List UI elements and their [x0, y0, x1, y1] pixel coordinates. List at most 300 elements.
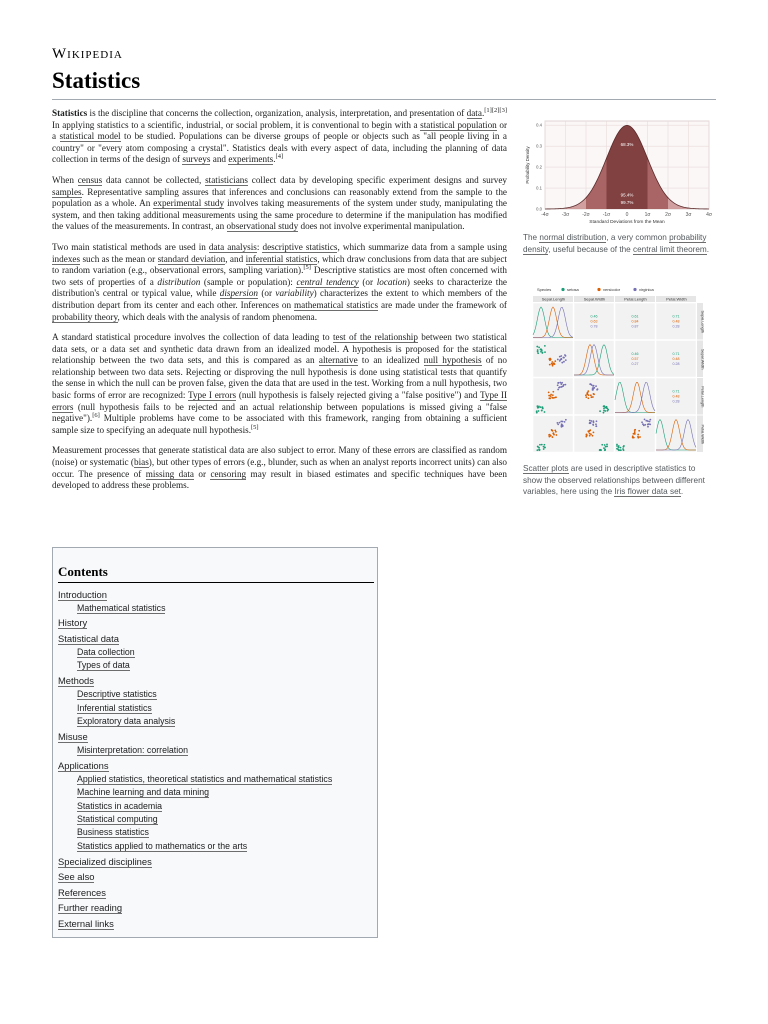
scatter-point	[605, 446, 607, 448]
text-run: The	[523, 233, 540, 242]
y-tick-label: 0.0	[536, 206, 542, 212]
scatter-point	[641, 421, 643, 423]
variable-row-label: Petal.Width	[700, 424, 705, 444]
text-run: variability	[275, 288, 314, 299]
scatter-point	[538, 346, 540, 348]
correlation-value: 0.87	[631, 324, 639, 329]
variable-row-label: Petal.Length	[700, 386, 705, 408]
wiki-link[interactable]: Scatter plots	[523, 464, 569, 473]
text-run: data cannot be collected,	[102, 174, 206, 185]
correlation-value: 0.71	[672, 351, 680, 356]
citation-ref[interactable]: [6]	[92, 412, 100, 420]
wiki-link[interactable]: descriptive statistics	[262, 241, 338, 252]
legend-label: virginica	[639, 287, 654, 292]
toc-item[interactable]	[58, 674, 374, 688]
scatter-point	[544, 411, 546, 413]
scatter-point	[586, 434, 588, 436]
scatter-point	[590, 420, 592, 422]
scatter-point	[620, 447, 622, 449]
scatter-point	[616, 444, 618, 446]
legend-label: versicolor	[603, 287, 621, 292]
paragraph	[52, 108, 507, 166]
bold-term: Statistics	[52, 108, 88, 118]
scatter-point	[649, 421, 651, 423]
scatter-point	[541, 409, 543, 411]
toc-item[interactable]	[58, 602, 374, 615]
scatter-point	[633, 433, 635, 435]
scatter-point	[592, 389, 594, 391]
scatter-point	[603, 447, 605, 449]
toc-item-label: Introduction	[58, 588, 107, 600]
text-run: When	[52, 174, 78, 185]
toc-divider	[58, 582, 374, 583]
legend-swatch	[597, 288, 600, 291]
correlation-value: 0.27	[631, 361, 639, 366]
wiki-link[interactable]: probability theory	[52, 311, 118, 322]
x-tick-label: -1σ	[602, 212, 611, 218]
correlation-value: 0.46	[590, 314, 598, 319]
text-run: are made under the framework of	[378, 299, 507, 310]
scatter-point	[589, 435, 591, 437]
scatter-point	[585, 396, 587, 398]
text-run: or	[193, 468, 211, 479]
scatter-point	[592, 420, 594, 422]
variable-label: Sepal.Width	[583, 296, 606, 302]
scatter-point	[558, 387, 560, 389]
text-run: , useful because of the	[548, 244, 634, 254]
scatter-point	[649, 419, 651, 421]
scatter-point	[647, 426, 649, 428]
scatter-point	[550, 395, 552, 397]
wiki-link[interactable]: experimental study	[153, 198, 225, 209]
scatter-point	[565, 359, 567, 361]
variable-label: Petal.Width	[666, 296, 687, 302]
scatter-point	[536, 449, 538, 451]
scatter-point	[541, 349, 543, 351]
iris-scatter-matrix[interactable]	[523, 284, 715, 456]
panel	[656, 416, 696, 453]
toc-item[interactable]	[58, 715, 374, 728]
scatter-point	[632, 437, 634, 439]
text-run: between two statistical data sets, or a data set and synthetic data drawn from an idealized model. A hypothesis is proposed for the statistical relationship between the two data sets, and this is compared as an	[52, 332, 508, 366]
text-run: ), but other types of errors (e.g., blunder, such as when an analyst reports incorrect units) can also occur. The presence of	[52, 457, 507, 479]
toc-item-label: See also	[58, 871, 95, 883]
page-title: Statistics	[52, 68, 141, 93]
scatter-point	[648, 423, 650, 425]
scatter-point	[544, 351, 546, 353]
wiki-link[interactable]: indexes	[52, 253, 81, 264]
toc-title: Contents	[58, 564, 108, 579]
scatter-point	[549, 398, 551, 400]
wiki-link[interactable]: central tendency	[296, 276, 359, 287]
toc-item[interactable]	[58, 917, 374, 931]
scatter-point	[548, 434, 550, 436]
iris-scatter-figure	[523, 284, 715, 498]
scatter-point	[540, 406, 542, 408]
scatter-point	[542, 406, 544, 408]
scatter-point	[590, 433, 592, 435]
scatter-point	[553, 397, 555, 399]
scatter-point	[560, 421, 562, 423]
text-run: (null hypothesis is falsely rejected giving a "false positive") and	[236, 390, 480, 401]
toc-item[interactable]	[58, 901, 374, 915]
wiki-link[interactable]: mathematical statistics	[294, 299, 379, 310]
wiki-link[interactable]: data analysis	[208, 241, 257, 252]
scatter-point	[562, 385, 564, 387]
table-of-contents	[52, 547, 378, 938]
text-run: A standard statistical procedure involves the collection of data leading to	[52, 332, 333, 343]
scatter-point	[564, 421, 566, 423]
scatter-point	[593, 431, 595, 433]
scatter-point	[589, 430, 591, 432]
x-tick-label: 2σ	[665, 212, 671, 218]
y-tick-label: 0.2	[536, 164, 542, 170]
correlation-value: 0.28	[672, 361, 680, 366]
scatter-point	[638, 430, 640, 432]
correlation-value: 0.57	[631, 356, 639, 361]
paragraph	[52, 242, 507, 323]
text-run: Multiple problems have come to be associated with this framework, ranging from obtaining a sufficient sample size to specifying an adequate null hypothesis.	[52, 413, 507, 435]
scatter-point	[587, 390, 589, 392]
text-run: , which draw conclusions from data that are subject to random variation (e.g., observational errors, sampling variation).	[52, 253, 507, 276]
text-run: .	[481, 108, 485, 118]
toc-item[interactable]	[58, 702, 374, 715]
scatter-point	[589, 422, 591, 424]
wiki-link[interactable]: Iris flower data set	[614, 487, 681, 496]
wiki-link[interactable]: observational study	[226, 221, 299, 232]
scatter-point	[599, 449, 601, 451]
normal-distribution-plot[interactable]	[523, 117, 715, 225]
scatter-point	[587, 397, 589, 399]
scatter-point	[595, 423, 597, 425]
toc-item-label: Further reading	[58, 902, 123, 914]
wiki-link[interactable]: alternative	[318, 355, 358, 366]
wikipedia-logo[interactable]: Wikipedia	[52, 46, 123, 62]
legend-title: Species	[537, 287, 552, 292]
text-run: collect data by developing specific experiment designs and survey	[247, 174, 508, 185]
normal-distribution-figure	[523, 117, 715, 255]
legend-swatch	[633, 288, 636, 291]
scatter-point	[554, 429, 556, 431]
panel	[533, 303, 573, 340]
citation-ref[interactable]: [5]	[303, 264, 311, 272]
toc-item-label: Data collection	[77, 646, 135, 657]
scatter-point	[559, 382, 561, 384]
text-run: such as the mean or	[80, 253, 158, 264]
scatter-point	[604, 449, 606, 451]
toc-item[interactable]	[58, 786, 374, 799]
wiki-link[interactable]: probability density	[523, 233, 707, 254]
scatter-point	[557, 423, 559, 425]
variable-row-label: Sepal.Width	[700, 349, 705, 370]
scatter-point	[637, 434, 639, 436]
scatter-point	[542, 351, 544, 353]
paragraph	[52, 445, 507, 491]
scatter-point	[637, 436, 639, 438]
toc-item[interactable]	[58, 813, 374, 826]
text-run: In applying statistics to a scientific, industrial, or social problem, it is conventional to begin with a	[52, 119, 421, 130]
scatter-point	[590, 394, 592, 396]
toc-item[interactable]	[58, 886, 374, 900]
region-label: 99.7%	[620, 199, 634, 205]
text-run: distribution	[157, 276, 201, 287]
wiki-link[interactable]: Type II errors	[52, 390, 508, 412]
toc-item[interactable]	[58, 870, 374, 884]
toc-item[interactable]	[58, 616, 374, 630]
text-run: , and	[225, 253, 246, 264]
toc-item[interactable]	[58, 759, 374, 773]
text-run: . Representative sampling assures that inferences and conclusions can reasonably extend from the sample to the population as a whole. An	[52, 186, 507, 209]
correlation-value: 0.48	[672, 356, 680, 361]
toc-item[interactable]	[58, 855, 374, 869]
variable-label: Petal.Length	[624, 296, 647, 302]
x-axis-label: Standard Deviations from the Mean	[589, 220, 665, 225]
wiki-link[interactable]: surveys	[182, 154, 211, 165]
correlation-value: 0.71	[672, 389, 680, 394]
scatter-point	[559, 422, 561, 424]
scatter-point	[552, 391, 554, 393]
wiki-link[interactable]: statistical model	[59, 131, 121, 142]
scatter-point	[541, 444, 543, 446]
scatter-point	[561, 382, 563, 384]
article-body	[52, 108, 507, 501]
scatter-point	[599, 410, 601, 412]
wiki-link[interactable]: inferential statistics	[245, 253, 318, 264]
text-run: , which summarize data from a sample using	[337, 241, 508, 252]
correlation-value: 0.46	[631, 351, 639, 356]
toc-item-label: Statistical data	[58, 632, 119, 644]
text-run: Two main statistical methods are used in	[52, 241, 209, 252]
correlation-value: 0.28	[672, 324, 680, 329]
scatter-point	[606, 443, 608, 445]
toc-item[interactable]	[58, 632, 374, 646]
toc-item[interactable]	[58, 688, 374, 701]
wiki-link[interactable]: censoring	[210, 468, 247, 479]
toc-item[interactable]	[58, 659, 374, 672]
text-run: .	[273, 154, 276, 165]
toc-item-label: Applications	[58, 759, 109, 771]
text-run: involves taking measurements of the system under study, manipulating the system, and then taking additional measurements using the same procedure to determine if the manipulation has modified the values of the measurements. In contrast, an	[52, 198, 507, 232]
toc-item[interactable]	[58, 588, 374, 602]
wiki-link[interactable]: census	[77, 174, 103, 185]
toc-item-label: Business statistics	[77, 827, 149, 838]
correlation-value: 0.61	[631, 314, 639, 319]
wiki-link[interactable]: Type I errors	[187, 390, 237, 401]
scatter-point	[596, 389, 598, 391]
scatter-point	[603, 412, 605, 414]
toc-item[interactable]	[58, 744, 374, 757]
x-tick-label: -3σ	[561, 212, 570, 218]
toc-item[interactable]	[58, 840, 374, 853]
scatter-point	[644, 419, 646, 421]
correlation-value: 0.63	[590, 319, 598, 324]
text-run: and	[210, 154, 229, 165]
toc-item-label: Specialized disciplines	[58, 855, 152, 867]
wiki-link[interactable]: dispersion	[219, 288, 259, 299]
scatter-point	[551, 361, 553, 363]
scatter-point	[592, 396, 594, 398]
scatter-point	[593, 393, 595, 395]
scatter-point	[538, 410, 540, 412]
text-run: , a very common	[606, 233, 670, 242]
scatter-point	[554, 360, 556, 362]
scatter-point	[549, 364, 551, 366]
toc-item[interactable]	[58, 646, 374, 659]
text-run: location	[376, 276, 407, 287]
scatter-point	[634, 429, 636, 431]
y-tick-label: 0.4	[536, 122, 542, 128]
scatter-point	[536, 346, 538, 348]
y-tick-label: 0.1	[536, 185, 542, 191]
y-tick-label: 0.3	[536, 143, 542, 149]
toc-item[interactable]	[58, 730, 374, 744]
scatter-point	[552, 365, 554, 367]
text-run: (or	[258, 288, 276, 299]
variable-label: Sepal.Length	[541, 296, 566, 302]
toc-item-label: Machine learning and data mining	[77, 787, 210, 798]
toc-item-label: Inferential statistics	[77, 702, 152, 713]
scatter-point	[539, 444, 541, 446]
text-run: is the discipline that concerns the collection, organization, analysis, interpretation, and presentation of	[87, 108, 467, 118]
correlation-value: 0.48	[672, 319, 680, 324]
scatter-point	[553, 434, 555, 436]
y-axis-label: Probability Density	[525, 146, 530, 184]
text-run: Measurement processes that generate statistical data are also subject to error. Many of these errors are classified as random (noise) or systematic (	[52, 445, 507, 468]
toc-item-label: Statistics in academia	[77, 800, 163, 811]
scatter-point	[559, 356, 561, 358]
wiki-link[interactable]: test of the relationship	[332, 332, 418, 343]
wiki-link[interactable]: data	[466, 108, 482, 118]
x-tick-label: -2σ	[582, 212, 590, 218]
scatter-point	[595, 425, 597, 427]
wiki-link[interactable]: null hypothesis	[423, 355, 482, 366]
title-divider	[52, 99, 716, 100]
text-run: :	[256, 241, 263, 252]
wiki-link[interactable]: central limit theorem	[633, 244, 707, 254]
wiki-link[interactable]: samples	[52, 186, 82, 197]
scatter-point	[563, 357, 565, 359]
scatter-point	[595, 385, 597, 387]
citation-ref[interactable]: [4]	[275, 153, 284, 161]
scatter-point	[537, 446, 539, 448]
scatter-point	[563, 361, 565, 363]
scatter-point	[556, 434, 558, 436]
toc-item-label: Mathematical statistics	[77, 602, 166, 613]
scatter-point	[646, 420, 648, 422]
x-tick-label: 3σ	[685, 212, 692, 218]
scatter-point	[593, 385, 595, 387]
citation-ref[interactable]: [1][2][3]	[484, 106, 507, 114]
scatter-point	[543, 448, 545, 450]
scatter-point	[552, 436, 554, 438]
panel	[533, 378, 573, 415]
wiki-link[interactable]: statisticians	[205, 174, 248, 185]
scatter-point	[559, 359, 561, 361]
scatter-point	[622, 446, 624, 448]
toc-item[interactable]	[58, 826, 374, 839]
scatter-point	[620, 449, 622, 451]
correlation-value: 0.78	[590, 324, 598, 329]
correlation-value: 0.71	[672, 314, 680, 319]
scatter-point	[548, 391, 550, 393]
text-run: (sample or population):	[200, 276, 297, 287]
toc-item-label: References	[58, 886, 106, 898]
wiki-link[interactable]: statistical population	[420, 119, 497, 130]
scatter-point	[550, 358, 552, 360]
scatter-point	[562, 425, 564, 427]
toc-item-label: Descriptive statistics	[77, 689, 157, 700]
text-run: .	[706, 244, 710, 254]
text-run: , which deals with the analysis of random phenomena.	[117, 311, 318, 322]
wiki-link[interactable]: standard deviation	[157, 253, 226, 264]
toc-item-label: Misinterpretation: correlation	[77, 744, 188, 755]
scatter-point	[550, 394, 552, 396]
scatter-point	[639, 436, 641, 438]
scatter-point	[539, 449, 541, 451]
scatter-point	[622, 448, 624, 450]
text-run: to an idealized	[357, 355, 424, 366]
wiki-link[interactable]: normal distribution	[539, 233, 607, 242]
toc-item[interactable]	[58, 800, 374, 813]
toc-item[interactable]	[58, 773, 374, 786]
text-run: of no relationship between two data sets. Rejecting or disproving the null hypothesis is done using statistical tests that quantify the sense in which the null can be proven false, given the data that are used in the test. Working from a null hypothesis, two basic forms of error are recognized:	[52, 355, 507, 401]
toc-list	[58, 586, 374, 931]
scatter-point	[604, 444, 606, 446]
region-label: 68.3%	[620, 142, 634, 148]
toc-item-label: External links	[58, 917, 114, 929]
scatter-point	[564, 384, 566, 386]
text-run: are used in descriptive statistics to show the observed relationships between different variables, here using the	[523, 464, 705, 496]
scatter-point	[592, 424, 594, 426]
text-run: (or	[358, 276, 377, 287]
scatter-point	[536, 412, 538, 414]
text-run: .	[680, 487, 684, 496]
legend-swatch	[561, 288, 564, 291]
text-run: does not involve experimental manipulation.	[298, 221, 465, 232]
scatter-point	[593, 387, 595, 389]
scatter-point	[603, 405, 605, 407]
scatter-point	[644, 424, 646, 426]
scatter-point	[618, 446, 620, 448]
scatter-point	[537, 351, 539, 353]
scatter-point	[601, 444, 603, 446]
toc-item-label: Methods	[58, 675, 94, 687]
scatter-point	[561, 362, 563, 364]
scatter-point	[557, 384, 559, 386]
panel	[533, 341, 573, 378]
scatter-point	[592, 435, 594, 437]
scatter-point	[585, 394, 587, 396]
scatter-point	[552, 394, 554, 396]
toc-item-label: Misuse	[58, 730, 88, 742]
citation-ref[interactable]: [5]	[251, 423, 259, 431]
wiki-link[interactable]: missing data	[145, 468, 194, 479]
scatter-point	[544, 447, 546, 449]
legend-label: setosa	[567, 287, 579, 292]
toc-item-label: Statistics applied to mathematics or the arts	[77, 840, 248, 851]
scatter-point	[565, 419, 567, 421]
wiki-link[interactable]: experiments	[228, 154, 274, 165]
text-run: to be studied. Populations can be diverse groups of people or objects such as "all people living in a country" or "every atom composing a crystal". Statistics deals with every aspect of data, including the planning of data collection in terms of the design of	[52, 131, 508, 165]
text-run: ) seeks to characterize the distribution's central or typical value, while	[52, 276, 508, 299]
scatter-point	[537, 349, 539, 351]
region-label: 95.4%	[620, 192, 634, 198]
scatter-point	[557, 359, 559, 361]
scatter-point	[537, 352, 539, 354]
toc-item-label: Statistical computing	[77, 813, 158, 824]
wiki-link[interactable]: bias	[133, 457, 149, 468]
scatter-point	[606, 407, 608, 409]
